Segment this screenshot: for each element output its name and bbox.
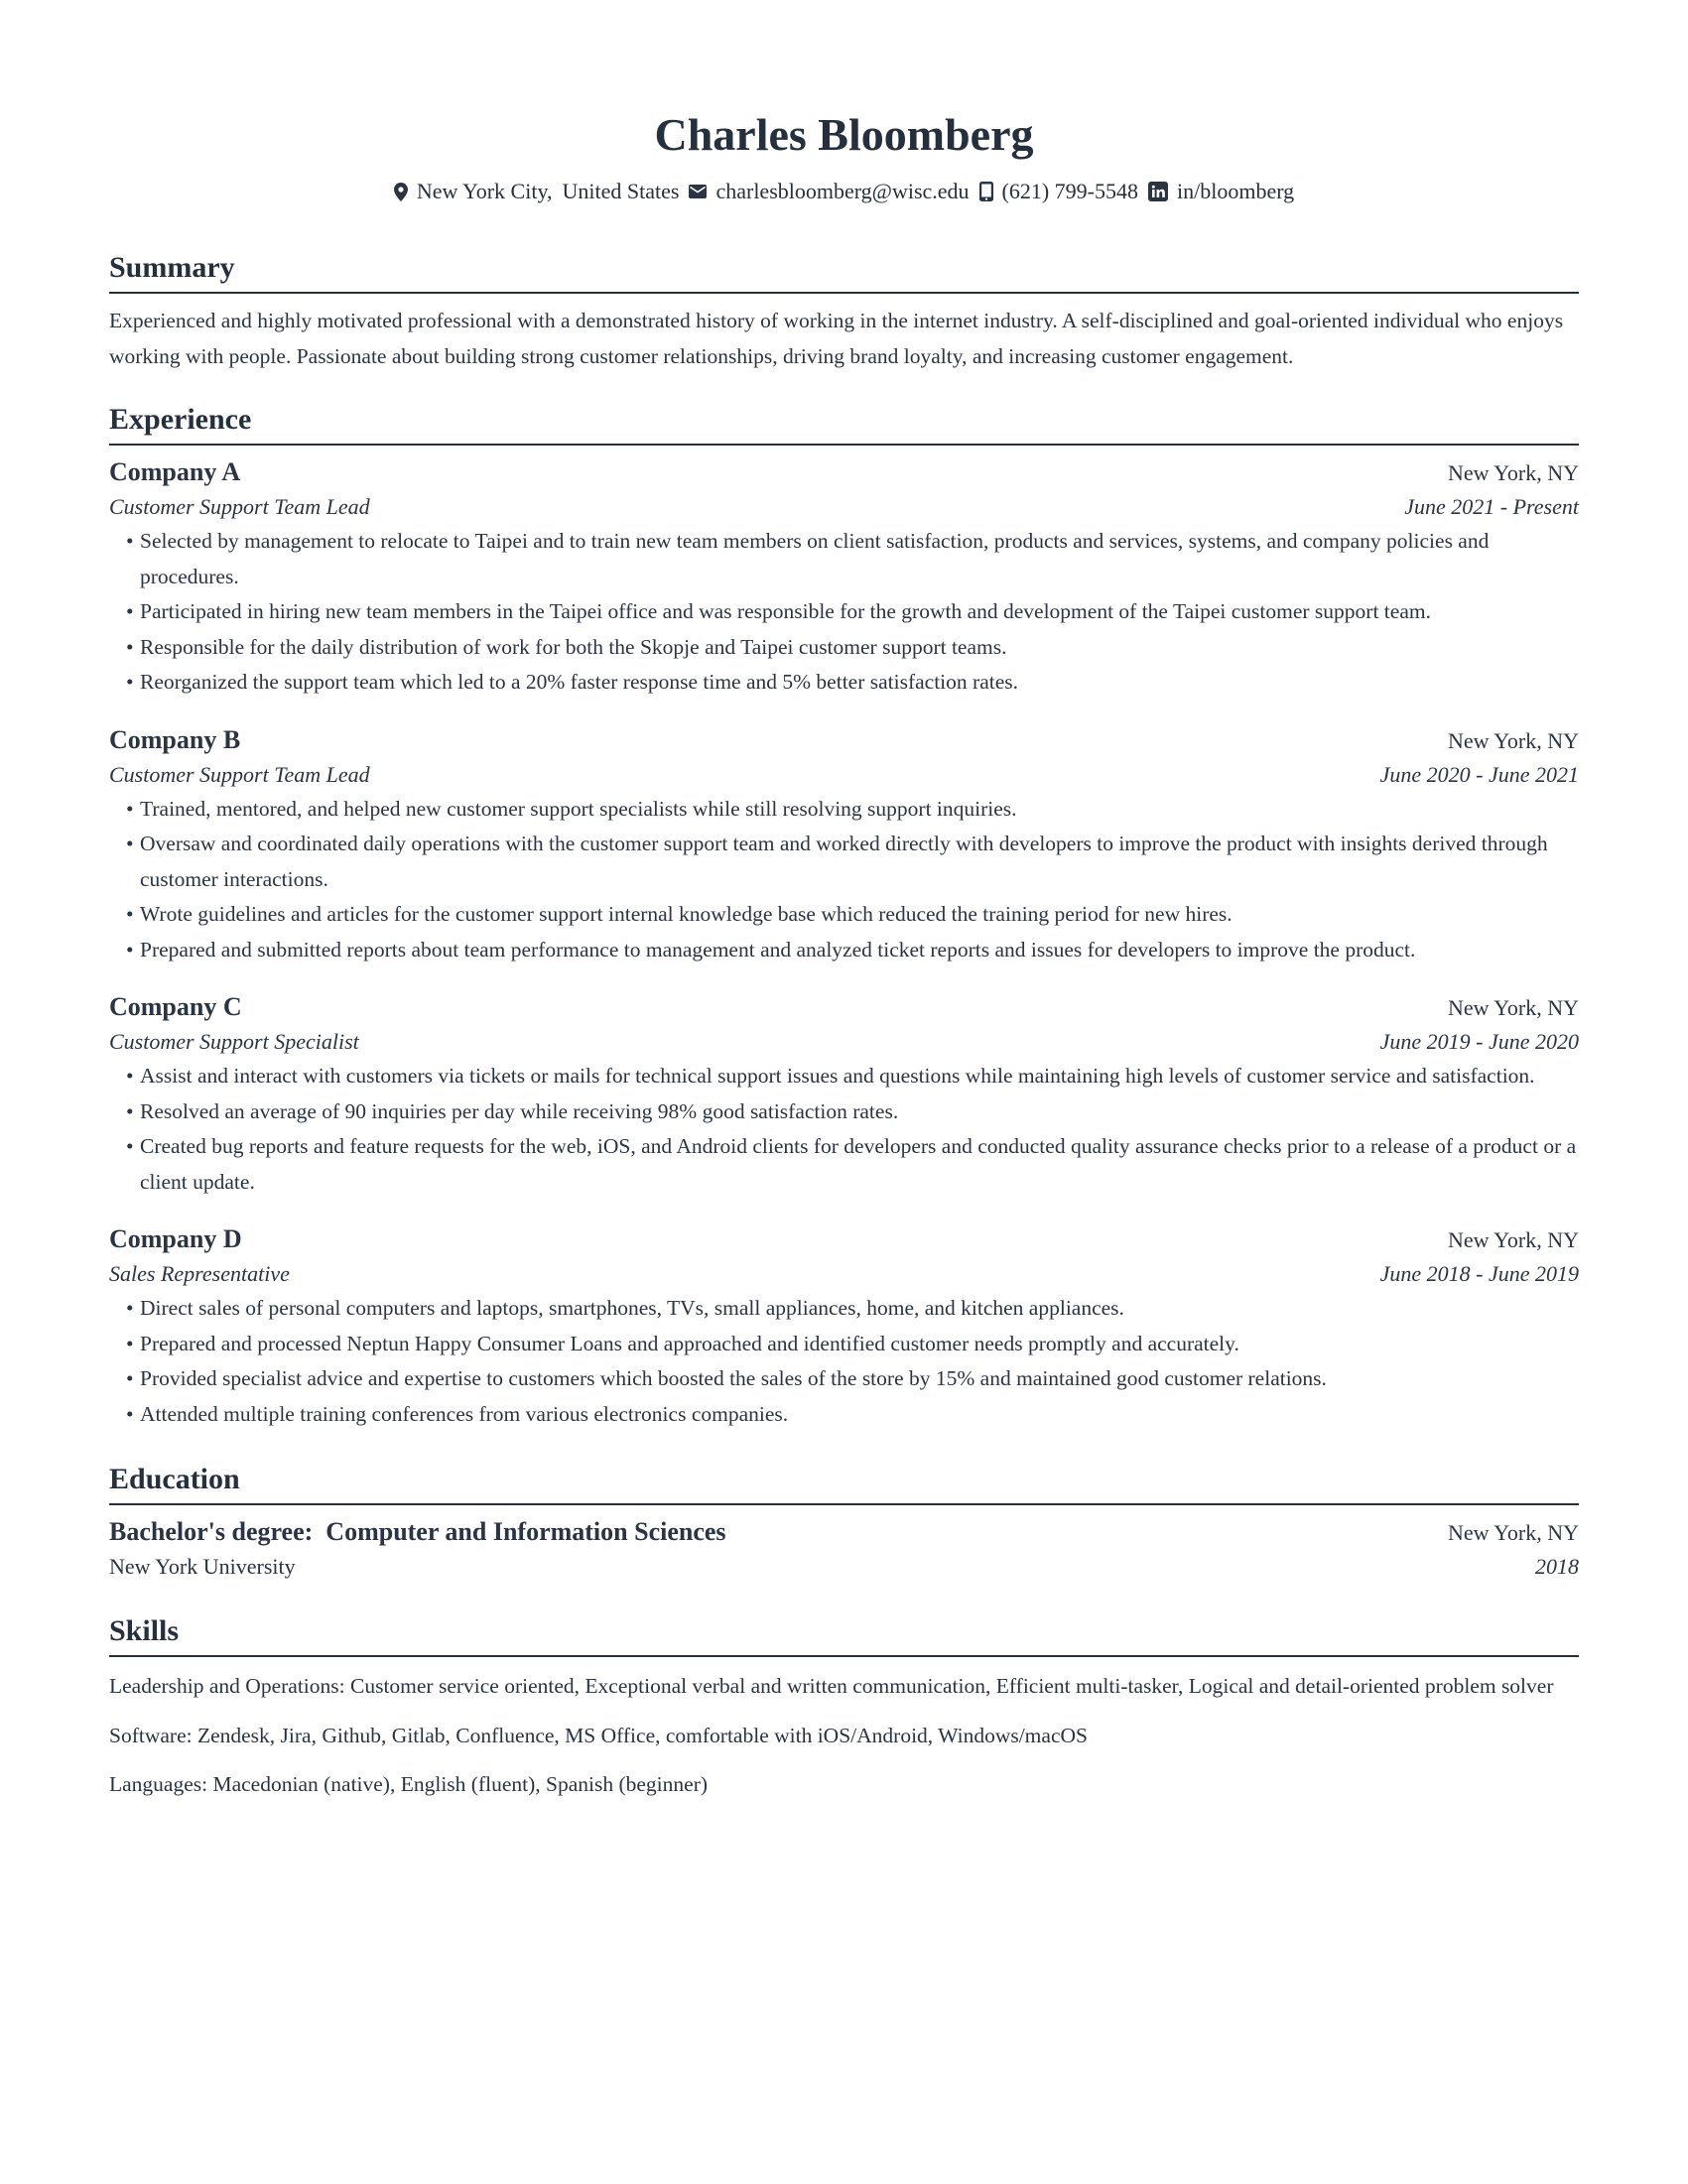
phone-icon	[979, 182, 993, 201]
summary-text: Experienced and highly motivated professional with a demonstrated history of working in the internet industry. A self-disciplined and goal-oriented individual who enjoys working with people. Passionate about building strong customer relationships, driving brand loyalty, and increasing customer engagement.	[109, 309, 1564, 368]
job-bullet: • Created bug reports and feature requests for the web, iOS, and Android clients for developers and conducted quality assurance checks prior to a release of a product or a client update.	[127, 1129, 1579, 1200]
job-bullet: • Attended multiple training conferences from various electronics companies.	[127, 1397, 1579, 1433]
job-bullet: • Responsible for the daily distribution of work for both the Skopje and Taipei customer support teams.	[127, 630, 1579, 666]
location-pin-icon	[394, 183, 408, 201]
contact-info	[109, 177, 1579, 206]
job-bullet: • Provided specialist advice and expertise to customers which boosted the sales of the store by 15% and maintained good customer relations.	[127, 1361, 1579, 1397]
resume-header	[109, 107, 1579, 206]
contact-email-text: charlesbloomberg@wisc.edu	[715, 179, 970, 203]
mail-icon	[689, 185, 707, 198]
job-role: Customer Support Team Lead	[109, 761, 370, 787]
job-bullets	[109, 1059, 1579, 1200]
contact-linkedin-text: in/bloomberg	[1177, 179, 1295, 203]
education-entry	[109, 1515, 1579, 1584]
job-bullet: • Prepared and processed Neptun Happy Consumer Loans and approached and identified customer needs promptly and accurately.	[127, 1327, 1579, 1362]
job-location: New York, NY	[1447, 995, 1579, 1020]
job-bullet: • Resolved an average of 90 inquiries per day while receiving 98% good satisfaction rates.	[127, 1094, 1579, 1130]
job-bullet: • Oversaw and coordinated daily operations with the customer support team and worked directly with developers to improve the product with insights derived through customer interactions.	[127, 827, 1579, 897]
job-location: New York, NY	[1447, 727, 1579, 753]
job-dates: June 2020 - June 2021	[1379, 761, 1579, 787]
job-entry	[109, 1222, 1579, 1432]
experience-section	[109, 402, 1579, 1432]
job-dates: June 2019 - June 2020	[1379, 1029, 1579, 1054]
job-location: New York, NY	[1447, 460, 1579, 485]
job-bullet: • Trained, mentored, and helped new customer support specialists while still resolving support inquiries.	[127, 792, 1579, 828]
job-location: New York, NY	[1447, 1227, 1579, 1252]
job-entry	[109, 455, 1579, 701]
contact-linkedin[interactable]	[1148, 177, 1294, 206]
job-dates: June 2018 - June 2019	[1379, 1261, 1579, 1286]
job-bullet: • Prepared and submitted reports about team performance to management and analyzed ticket reports and issues for developers to improve the product.	[127, 933, 1579, 968]
job-company: Company A	[109, 457, 241, 486]
job-company: Company D	[109, 1224, 242, 1253]
job-bullet: • Wrote guidelines and articles for the customer support internal knowledge base which reduced the training period for new hires.	[127, 897, 1579, 933]
section-title-summary: Summary	[109, 250, 1579, 294]
candidate-name: Charles Bloomberg	[654, 109, 1034, 160]
contact-email[interactable]	[689, 177, 969, 206]
section-title-experience: Experience	[109, 402, 1579, 446]
section-title-education: Education	[109, 1462, 1579, 1505]
job-entry	[109, 990, 1579, 1200]
job-role: Sales Representative	[109, 1261, 290, 1286]
job-entry	[109, 723, 1579, 968]
job-bullet: • Selected by management to relocate to Taipei and to train new team members on client satisfaction, products and services, systems, and company policies and procedures.	[127, 524, 1579, 594]
education-degree: Bachelor's degree: Computer and Information Sciences	[109, 1517, 726, 1546]
job-company: Company B	[109, 724, 241, 754]
contact-location	[394, 177, 680, 206]
job-bullets	[109, 524, 1579, 701]
skill-line: Languages: Macedonian (native), English (fluent), Spanish (beginner)	[109, 1772, 709, 1796]
section-title-skills: Skills	[109, 1613, 1579, 1657]
linkedin-icon	[1148, 182, 1168, 201]
education-location: New York, NY	[1447, 1520, 1579, 1545]
contact-country: United States	[562, 179, 680, 203]
education-section	[109, 1462, 1579, 1584]
summary-section	[109, 250, 1579, 374]
education-school: New York University	[109, 1554, 296, 1579]
education-year: 2018	[1535, 1554, 1579, 1579]
job-company: Company C	[109, 992, 242, 1021]
job-role: Customer Support Team Lead	[109, 494, 370, 519]
job-bullet: • Reorganized the support team which led to a 20% faster response time and 5% better satisfaction rates.	[127, 665, 1579, 701]
job-bullet: • Direct sales of personal computers and laptops, smartphones, TVs, small appliances, home, and kitchen appliances.	[127, 1291, 1579, 1327]
job-bullet: • Participated in hiring new team members in the Taipei office and was responsible for the growth and development of the Taipei customer support team.	[127, 594, 1579, 630]
job-role: Customer Support Specialist	[109, 1029, 359, 1054]
skill-line: Leadership and Operations: Customer service oriented, Exceptional verbal and written communication, Efficient multi-tasker, Logical and detail-oriented problem solver	[109, 1674, 1554, 1698]
job-bullets	[109, 792, 1579, 968]
job-bullet: • Assist and interact with customers via tickets or mails for technical support issues and questions while maintaining high levels of customer service and satisfaction.	[127, 1059, 1579, 1094]
job-bullets	[109, 1291, 1579, 1432]
contact-phone-text: (621) 799-5548	[1001, 179, 1139, 203]
job-dates: June 2021 - Present	[1404, 494, 1579, 519]
skills-section	[109, 1613, 1579, 1803]
skill-line: Software: Zendesk, Jira, Github, Gitlab, Confluence, MS Office, comfortable with iOS/Android, Windows/macOS	[109, 1723, 1088, 1747]
contact-city: New York City,	[416, 179, 553, 203]
contact-phone[interactable]	[979, 177, 1138, 206]
